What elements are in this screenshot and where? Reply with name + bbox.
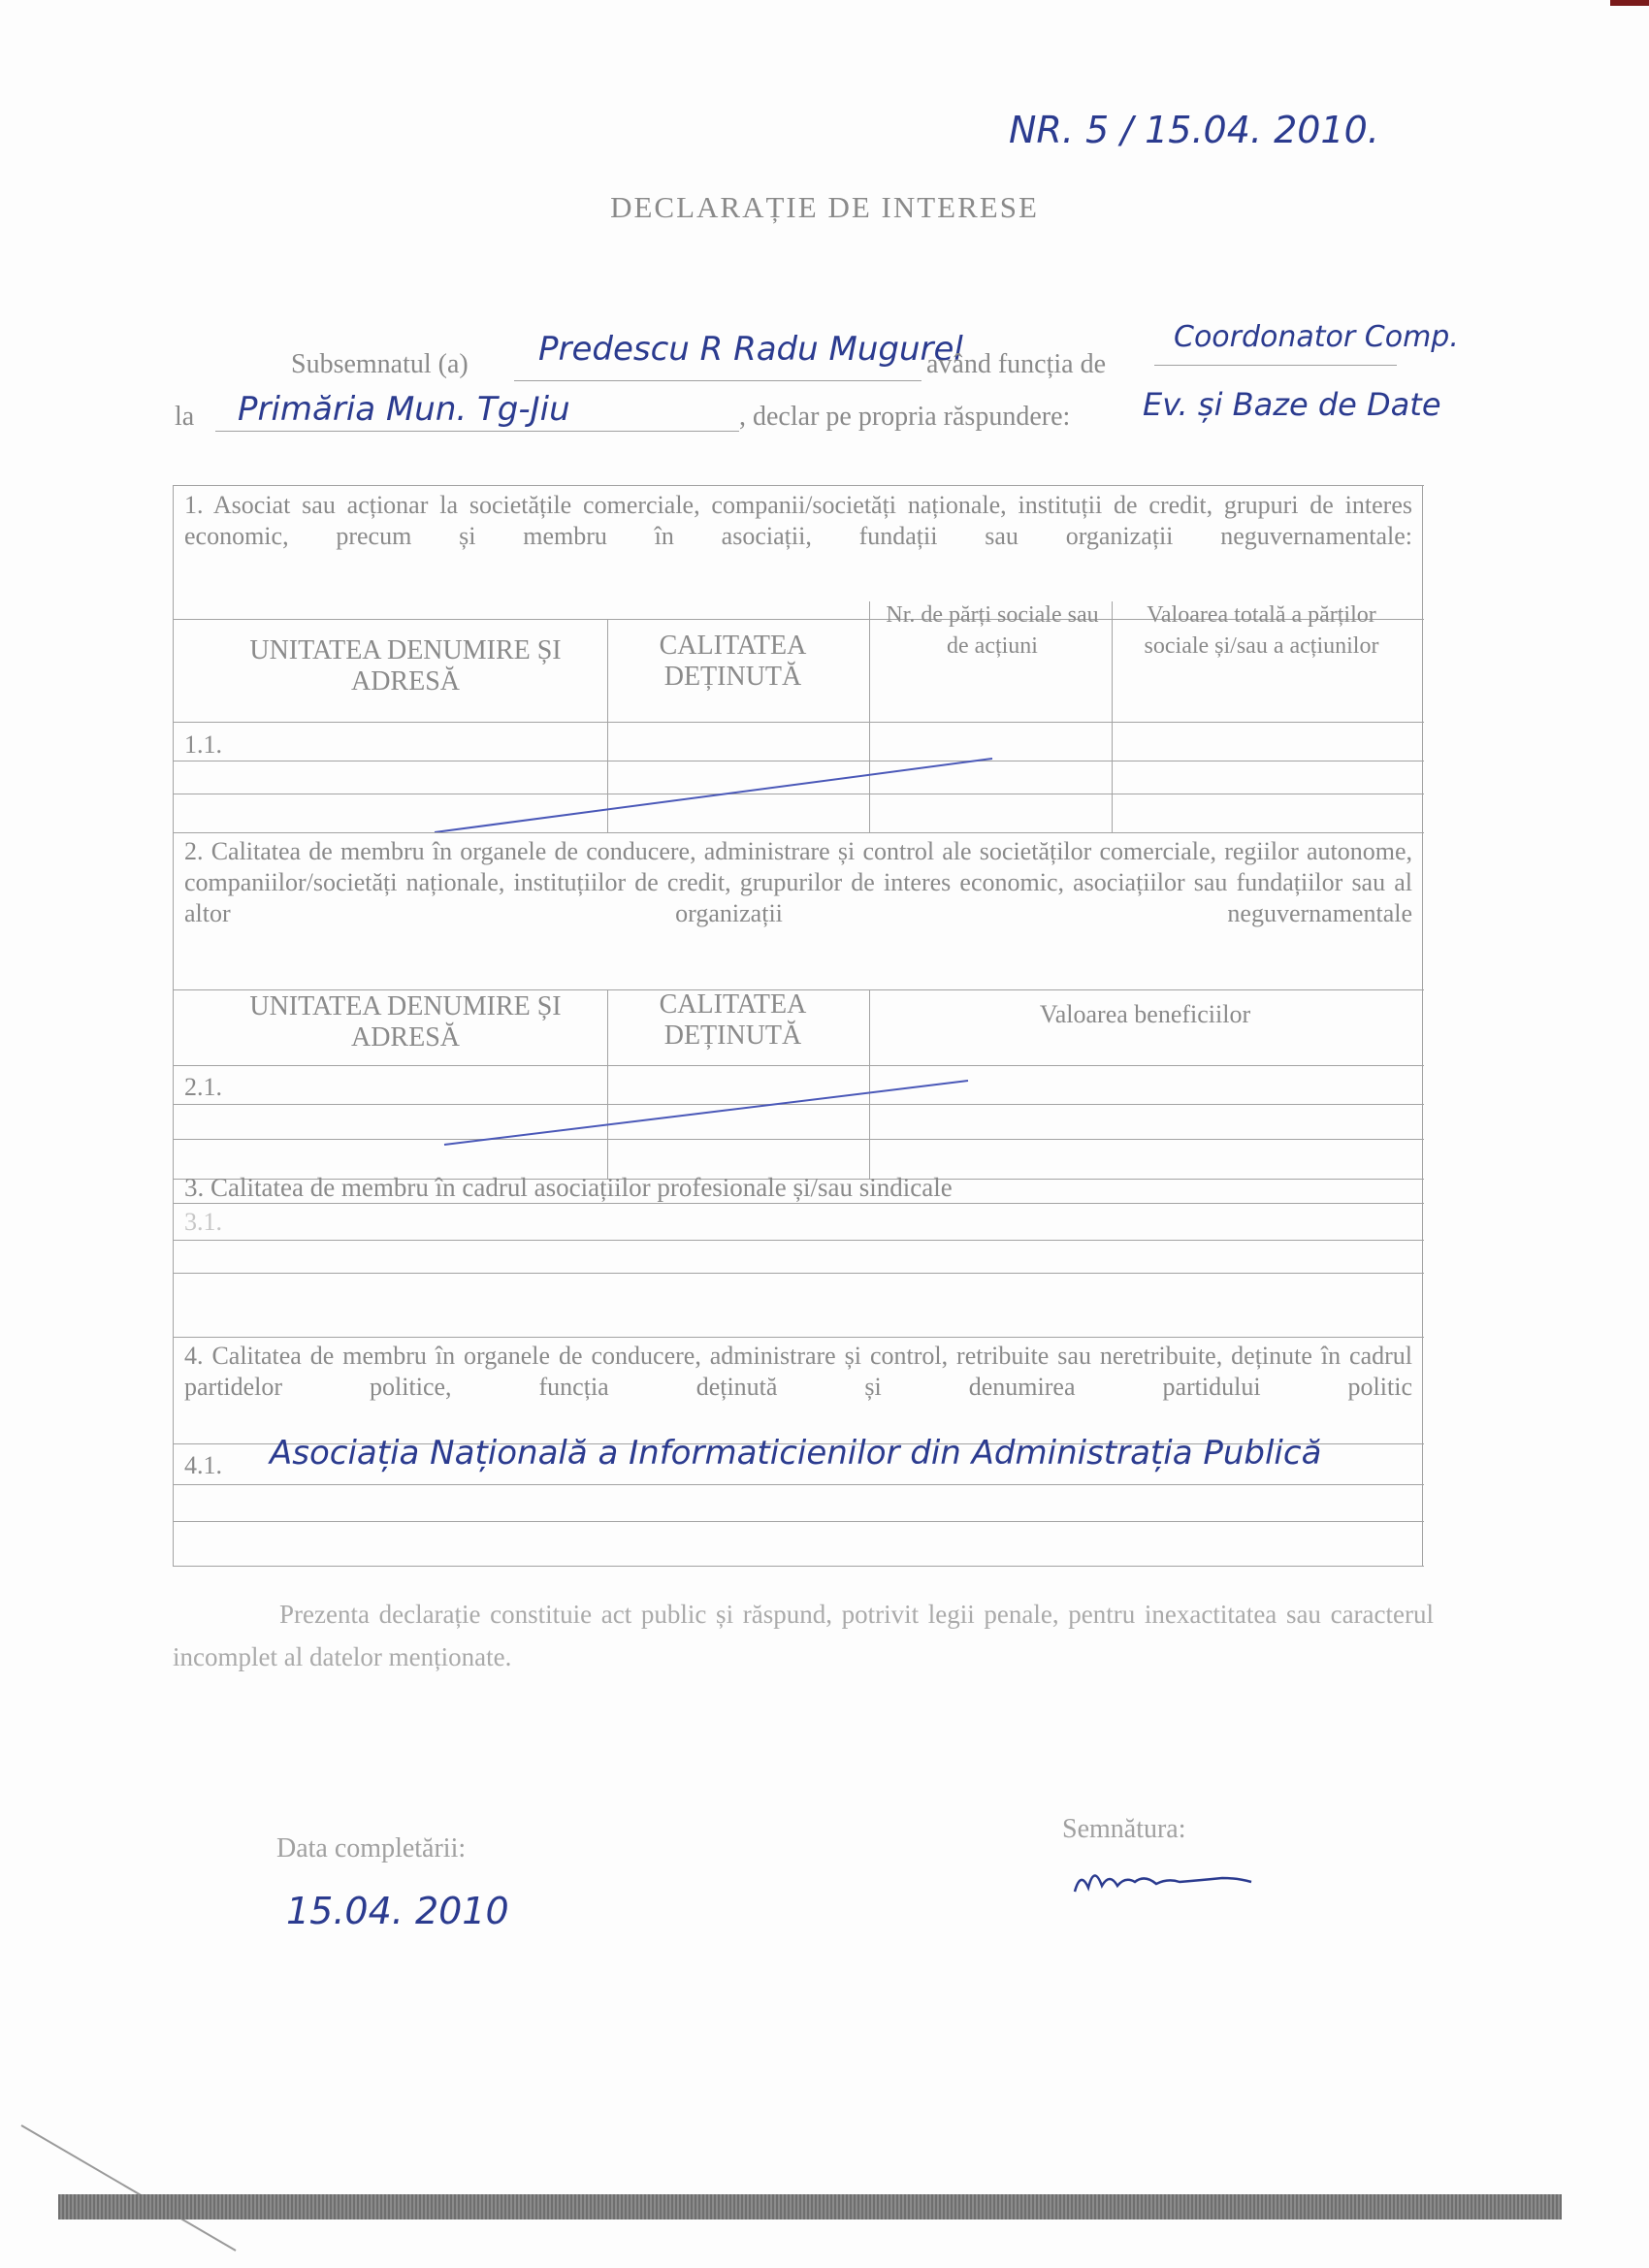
section2-strike-line — [435, 1075, 978, 1152]
scan-corner-mark — [1610, 0, 1649, 6]
statement-text: Prezenta declarație constituie act public și răspund, potrivit legii penale, pentru inexactitatea sau caracterul incomplet al datelor menționate. — [173, 1600, 1434, 1671]
date-label: Data completării: — [276, 1833, 467, 1863]
section1-col4-header: Valoarea totală a părților sociale și/sau a acțiunilor — [1144, 602, 1379, 659]
scan-bottom-bar — [58, 2194, 1562, 2219]
declarant-name: Predescu R Radu Mugurel — [538, 330, 963, 369]
section1-col-sep-c — [1112, 601, 1113, 832]
function-underline — [1154, 365, 1397, 366]
section3-text: 3. Calitatea de membru în cadrul asociațiilor profesionale și/sau sindicale — [184, 1173, 953, 1202]
section2-col2-header: CALITATEA DEȚINUTĂ — [659, 989, 807, 1051]
signature-image — [1067, 1853, 1261, 1911]
institution: Primăria Mun. Tg-Jiu — [238, 390, 570, 429]
section1-col1-header: UNITATEA DENUMIRE ȘI ADRESĂ — [249, 635, 562, 697]
section4-value: Asociația Națională a Informaticienilor din Administrația Publică — [270, 1434, 1322, 1473]
table-right-border — [1422, 485, 1423, 1567]
section1-top-line — [173, 485, 1424, 486]
section2-row-label: 2.1. — [184, 1073, 222, 1101]
function-value-1: Coordonator Comp. — [1174, 320, 1459, 354]
declare-label: , declar pe propria răspundere: — [739, 402, 1071, 432]
table-bottom-line — [173, 1566, 1424, 1567]
intro-prefix: Subsemnatul (a) — [291, 349, 469, 379]
function-value-2: Ev. și Baze de Date — [1143, 386, 1441, 423]
section1-col3-header: Nr. de părți sociale sau de acțiuni — [886, 602, 1099, 659]
section1-col2-header: CALITATEA DEȚINUTĂ — [659, 631, 807, 692]
section1-strike-line — [425, 753, 1007, 840]
registration-number: NR. 5 / 15.04. 2010. — [1009, 109, 1379, 151]
section1-row-line-a — [173, 722, 1424, 723]
function-label: având funcția de — [926, 349, 1107, 379]
institution-underline — [215, 431, 739, 432]
page-title: DECLARAȚIE DE INTERESE — [610, 190, 1039, 224]
section4-row-line-b — [173, 1521, 1424, 1522]
section3-row-line-b — [173, 1273, 1424, 1274]
section3-row-line-a — [173, 1240, 1424, 1241]
name-underline — [514, 380, 922, 381]
table-left-border — [173, 485, 174, 1567]
section1-row-label: 1.1. — [184, 730, 222, 759]
section2-top-line — [173, 832, 1424, 833]
at-label: la — [175, 402, 195, 432]
section1-text: 1. Asociat sau acționar la societățile comerciale, companii/societăți naționale, instituții de credit, grupuri de interes economic, precum și membru în asociații, fundații sau organizații neguvernamentale: — [184, 491, 1412, 550]
section4-text: 4. Calitatea de membru în organele de conducere, administrare și control, retribuite sau neretribuite, deținute în cadrul partidelor politice, funcția deținută și denumirea partidului politic — [184, 1342, 1412, 1401]
section3-row-label: 3.1. — [184, 1208, 222, 1236]
signature-label: Semnătura: — [1062, 1814, 1186, 1844]
scan-diagonal-mark — [17, 2120, 241, 2255]
section3-header-line — [173, 1203, 1424, 1204]
interests-table — [173, 485, 1424, 1567]
section2-text: 2. Calitatea de membru în organele de conducere, administrare și control ale societăților comerciale, regiilor autonome, companiilor/societăți naționale, instituțiilor de credit, grupurilor de interes economic, asociațiilor sau fundațiilor sau al altor organizații neguvernamentale — [184, 837, 1412, 927]
section4-top-line — [173, 1337, 1424, 1338]
date-value: 15.04. 2010 — [286, 1890, 509, 1932]
section4-row-label: 4.1. — [184, 1451, 222, 1479]
section2-row-line-a — [173, 1065, 1424, 1066]
section2-col1-header: UNITATEA DENUMIRE ȘI ADRESĂ — [249, 991, 562, 1053]
section2-col3-header: Valoarea beneficiilor — [1039, 1000, 1251, 1028]
section4-row-line-a — [173, 1484, 1424, 1485]
